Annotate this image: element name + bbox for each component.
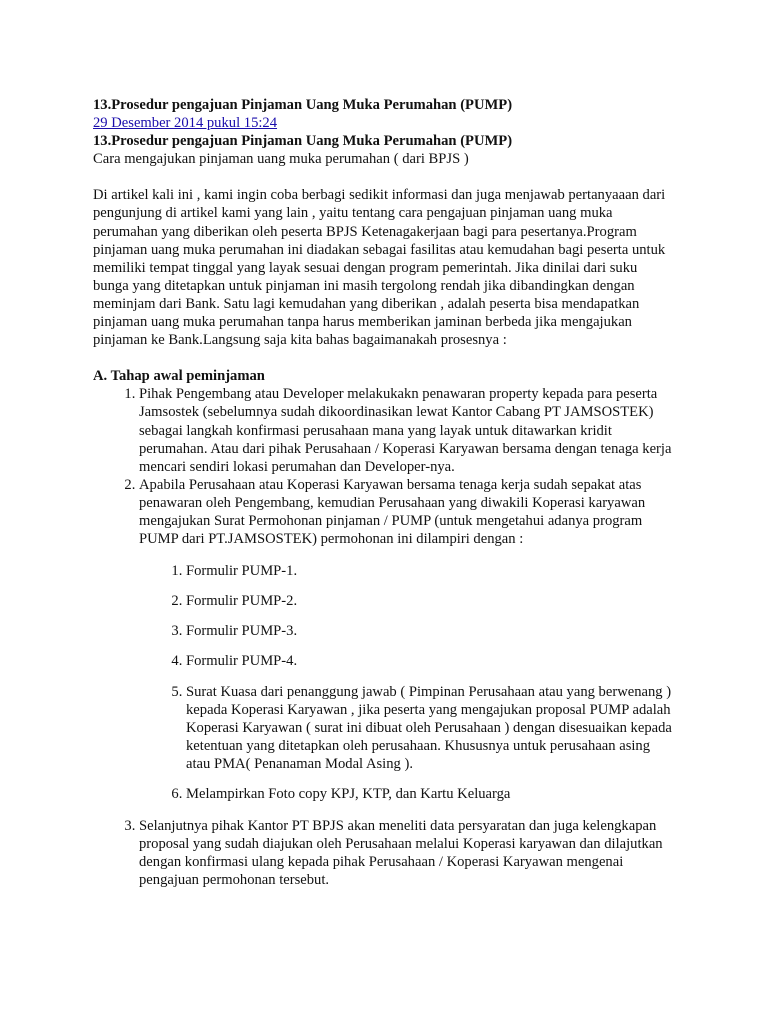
step-text: Selanjutnya pihak Kantor PT BPJS akan meneliti data persyaratan dan juga kelengkapan proposal yang sudah diajukan oleh Perusahaan melalui Koperasi karyawan dan dilajutkan dengan konfirmasi ulang kepada pihak Perusahaan / Koperasi Karyawan mengenai pengajuan permohonan tersebut. — [139, 818, 663, 889]
step-text: Apabila Perusahaan atau Koperasi Karyawan bersama tenaga kerja sudah sepakat atas penawaran oleh Pengembang, kemudian Perusahaan yang diwakili Koperasi karyawan mengajukan Surat Permohonan pinjaman / PUMP (untuk mengetahui adanya program PUMP dari PT.JAMSOSTEK) permohonan ini dilampiri dengan : — [139, 476, 646, 548]
section-a-heading: A. Tahap awal peminjaman — [93, 368, 265, 385]
list-item — [186, 622, 673, 640]
step-text: Pihak Pengembang atau Developer melakukakn penawaran property kepada para peserta Jamsostek (sebelumnya sudah dikoordinasikan lewat Kantor Cabang PT JAMSOSTEK) sebagai langkah konfirmasi perusahaan mana yang layak untuk ditawarkan kridit perumahan. Atau dari pihak Perusahaan / Koperasi Karyawan bersama dengan tenaga kerja mencari sendiri lokasi perumahan dan Developer-nya. — [139, 386, 672, 475]
list-item — [186, 652, 673, 670]
list-item — [139, 817, 673, 889]
attachment-text: Formulir PUMP-4. — [186, 653, 298, 670]
attachments-list — [139, 562, 673, 803]
list-item — [186, 683, 673, 773]
list-item — [186, 592, 673, 610]
document-title: 13.Prosedur pengajuan Pinjaman Uang Muka Perumahan (PUMP) — [93, 97, 513, 113]
list-item — [186, 562, 673, 580]
date-link[interactable]: 29 Desember 2014 pukul 15:24 — [93, 115, 278, 132]
document-title-repeat: 13.Prosedur pengajuan Pinjaman Uang Muka Perumahan (PUMP) — [93, 133, 513, 150]
document-page — [93, 96, 673, 889]
intro-paragraph: Di artikel kali ini , kami ingin coba berbagi sedikit informasi dan juga menjawab pertanyaaan dari pengunjung di artikel kami yang lain , yaitu tentang cara pengajuan pinjaman uang muka perumahan yang diberikan oleh peserta BPJS Ketenagakerjaan bagi para pesertanya.Program pinjaman uang muka perumahan ini diadakan sebagai fasilitas atau kemudahan bagi peserta untuk memiliki tempat tinggal yang layak sesuai dengan program pemerintah. Jika dinilai dari suku bunga yang ditetapkan untuk pinjaman ini masih tergolong rendah jika dibandingkan dengan meminjam dari Bank. Satu lagi kemudahan yang diberikan , adalah peserta bisa mendapatkan pinjaman uang muka perumahan tanpa harus memberikan jaminan berbeda jika mengajukan pinjaman ke Bank.Langsung saja kita bahas bagaimanakah prosesnya : — [93, 187, 666, 349]
list-item — [186, 785, 673, 803]
attachment-text: Melampirkan Foto copy KPJ, KTP, dan Kartu Keluarga — [186, 786, 511, 802]
steps-list — [93, 385, 673, 889]
list-item — [139, 476, 673, 817]
document-subtitle: Cara mengajukan pinjaman uang muka perumahan ( dari BPJS ) — [93, 151, 469, 168]
attachment-text: Surat Kuasa dari penanggung jawab ( Pimpinan Perusahaan atau yang berwenang ) kepada Koperasi Karyawan , jika peserta yang mengajukan proposal PUMP adalah Koperasi Karyawan ( surat ini dibuat oleh Perusahaan ) dengan disesuaikan kepada ketentuan yang ditetapkan oleh perusahaan. Khususnya untuk perusahaan asing atau PMA( Penanaman Modal Asing ). — [186, 683, 672, 772]
attachment-text: Formulir PUMP-2. — [186, 593, 298, 610]
attachment-text: Formulir PUMP-1. — [186, 563, 298, 580]
list-item — [139, 385, 673, 475]
attachment-text: Formulir PUMP-3. — [186, 623, 298, 640]
